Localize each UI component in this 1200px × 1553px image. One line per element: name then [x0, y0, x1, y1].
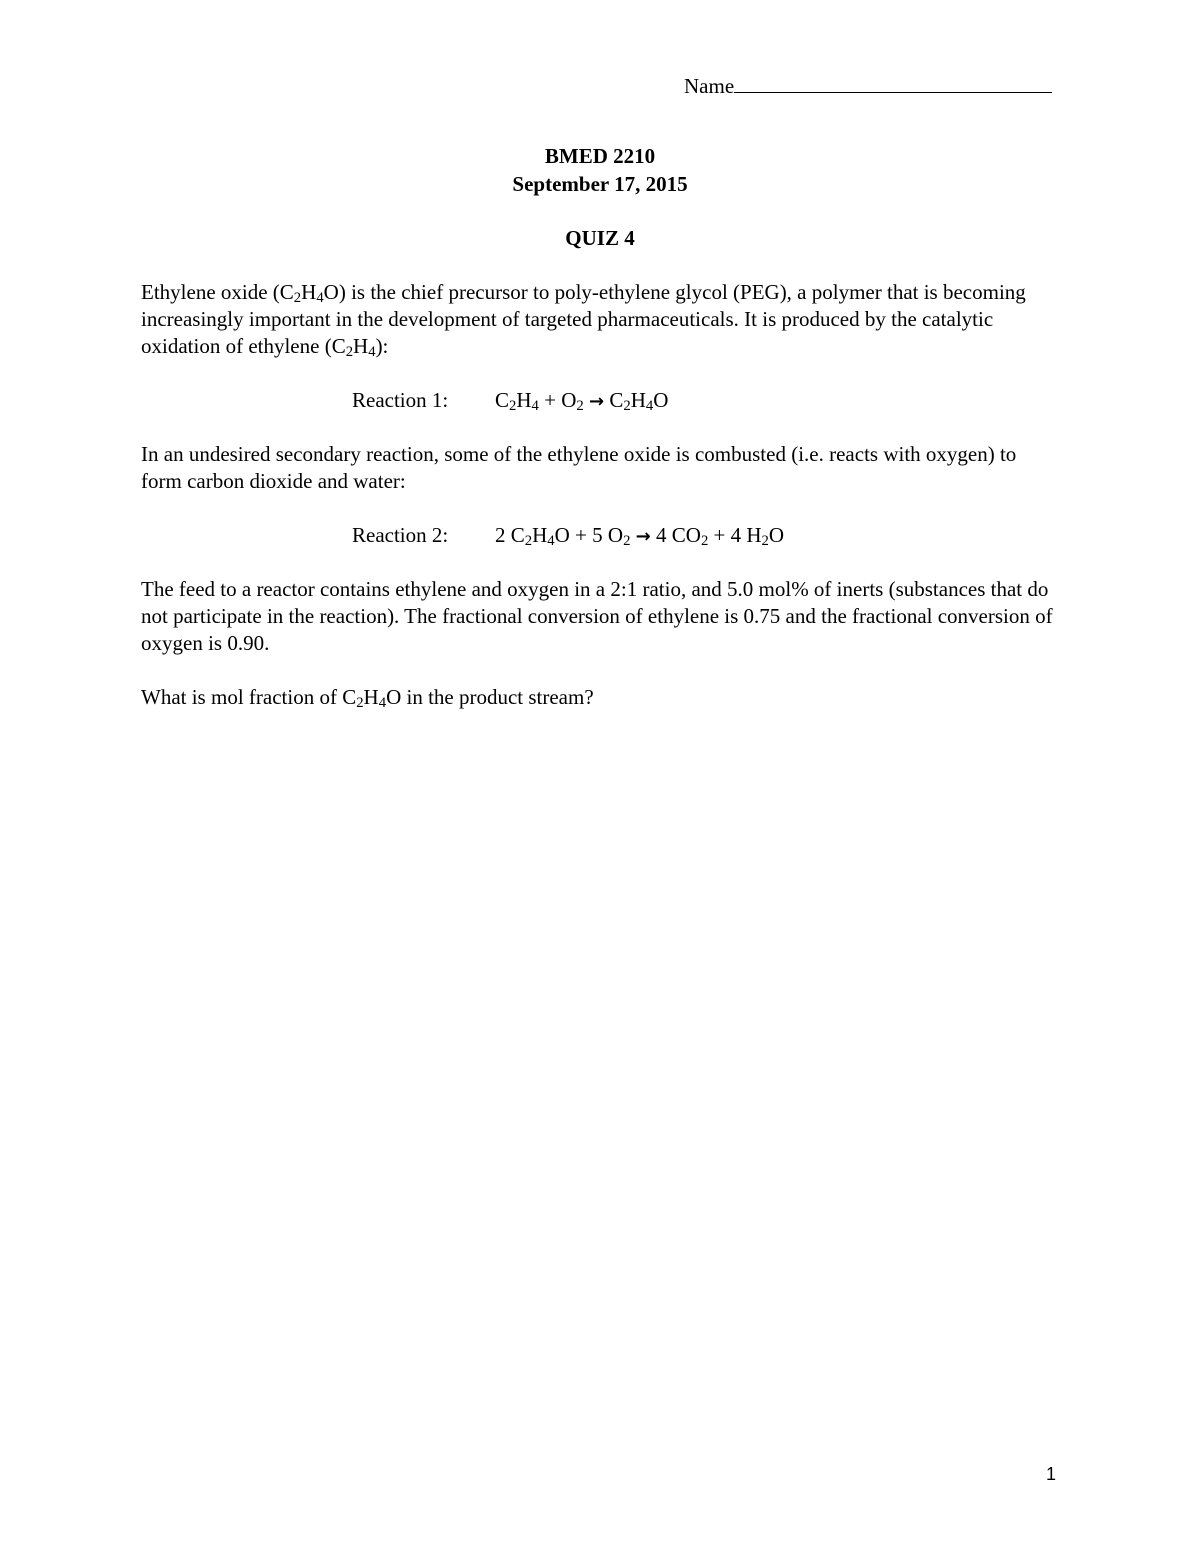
- name-label: Name: [684, 74, 735, 98]
- question-paragraph: What is mol fraction of $C_2H_4O$ in the product stream?: [141, 685, 594, 711]
- reaction-2: Reaction 2: 2 $C_2H_4O + 5$ $O_2 \to 4$ $CO_2 + 4$ $H_2O$: [352, 523, 785, 549]
- reaction-2-label: Reaction 2:: [352, 523, 449, 547]
- reaction-1-label: Reaction 1:: [352, 388, 449, 412]
- name-field: [684, 72, 1052, 100]
- intro-paragraph: Ethylene oxide $(C_2H_4O)$ is the chief precursor to poly-ethylene glycol (PEG), a polymer that is becoming increasingly important in the development of targeted pharmaceuticals. It is produced by the catalytic oxidation of ethylene $(C_2H_4)$:: [141, 280, 1026, 360]
- reaction-arrow-icon: →: [588, 391, 605, 412]
- name-blank[interactable]: [734, 72, 1052, 93]
- quiz-date: September 17, 2015: [512, 172, 688, 196]
- reaction-1: Reaction 1: $C_2H_4 + O_2 \to C_2H_4O$: [352, 388, 669, 414]
- feed-paragraph: The feed to a reactor contains ethylene and oxygen in a 2:1 ratio, and 5.0 mol% of inerts (substances that do not participate in the reaction). The fractional conversion of ethylene is 0.75 and the fractional conversion of oxygen is 0.90.: [141, 577, 1053, 655]
- reaction-arrow-icon: →: [635, 526, 651, 547]
- quiz-title: QUIZ 4: [565, 226, 635, 250]
- page-number: 1: [1046, 1464, 1057, 1484]
- course-title: BMED 2210: [544, 144, 656, 168]
- secondary-reaction-paragraph: In an undesired secondary reaction, some of the ethylene oxide is combusted (i.e. reacts with oxygen) to form carbon dioxide and water:: [141, 442, 1017, 493]
